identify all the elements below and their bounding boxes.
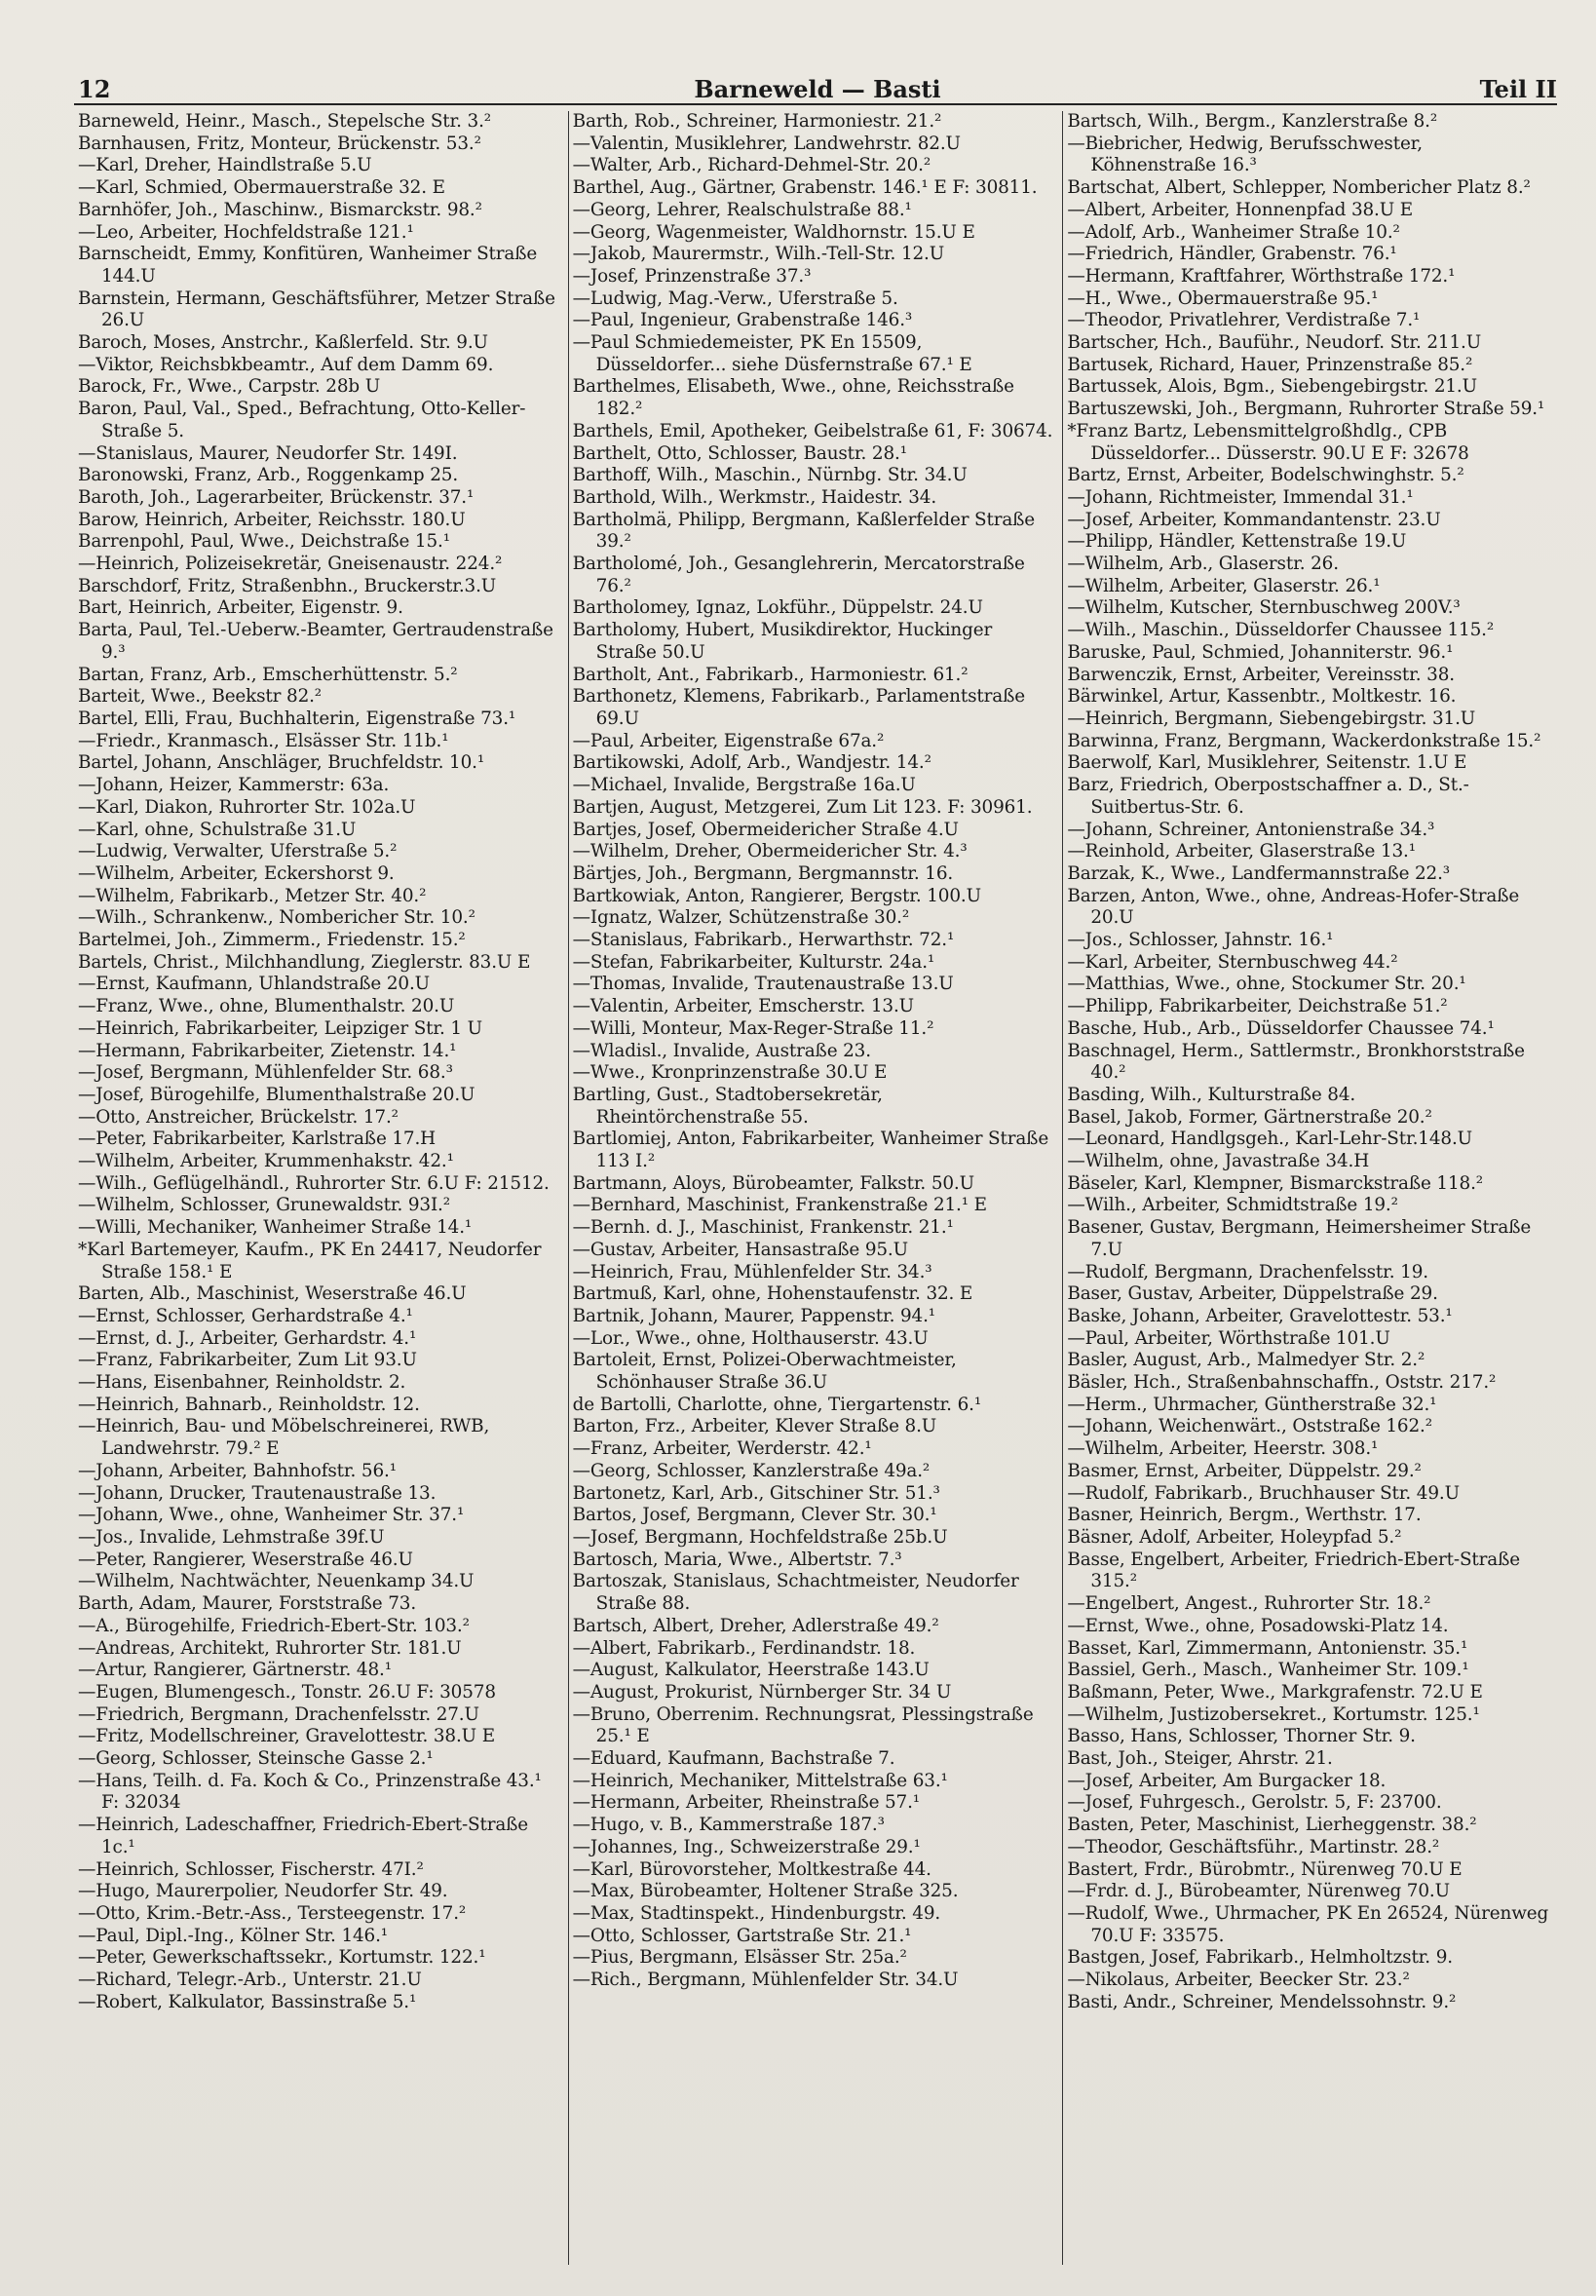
directory-entry: Bartoleit, Ernst, Polizei-Oberwachtmeister, Schönhauser Straße 36.U — [572, 1350, 957, 1394]
directory-entry: —Georg, Schlosser, Kanzlerstraße 49a.² — [572, 1460, 931, 1481]
directory-entry: —Paul, Arbeiter, Wörthstraße 101.U — [1067, 1327, 1390, 1349]
directory-entry: —Johann, Wwe., ohne, Wanheimer Str. 37.¹ — [78, 1505, 465, 1526]
directory-entry: —Friedrich, Händler, Grabenstr. 76.¹ — [1067, 244, 1397, 265]
directory-entry: Bartonetz, Karl, Arb., Gitschiner Str. 51.³ — [572, 1482, 940, 1504]
directory-entry: —Hermann, Kraftfahrer, Wörthstraße 172.¹ — [1067, 265, 1456, 287]
directory-entry: —Rudolf, Fabrikarb., Bruchhauser Str. 49.U — [1067, 1482, 1460, 1504]
directory-entry: —Otto, Schlosser, Gartstraße Str. 21.¹ — [572, 1925, 912, 1946]
directory-entry: Barzak, K., Wwe., Landfermannstraße 22.³ — [1067, 862, 1451, 884]
directory-entry: —Franz, Fabrikarbeiter, Zum Lit 93.U — [78, 1350, 417, 1371]
directory-entry: —Stanislaus, Maurer, Neudorfer Str. 149I. — [78, 442, 458, 464]
directory-entry: Baroch, Moses, Anstrchr., Kaßlerfeld. Str. 9.U — [78, 332, 488, 354]
directory-entry: Baske, Johann, Arbeiter, Gravelottestr. 53.¹ — [1067, 1305, 1453, 1326]
column-3 — [1062, 111, 1557, 2265]
directory-entry: Barth, Adam, Maurer, Forststraße 73. — [78, 1593, 417, 1615]
directory-entry: Bartels, Christ., Milchhandlung, Zieglerstr. 83.U E — [78, 951, 531, 973]
directory-entry: —Leo, Arbeiter, Hochfeldstraße 121.¹ — [78, 221, 414, 243]
directory-entry: —Stefan, Fabrikarbeiter, Kulturstr. 24a.¹ — [572, 951, 935, 973]
directory-entry: —Peter, Rangierer, Weserstraße 46.U — [78, 1549, 413, 1570]
directory-entry: Bartusek, Richard, Hauer, Prinzenstraße 85.² — [1067, 354, 1473, 375]
directory-entry: —Fritz, Modellschreiner, Gravelottestr. 38.U E — [78, 1726, 495, 1747]
directory-entry: —Georg, Schlosser, Steinsche Gasse 2.¹ — [78, 1748, 434, 1770]
directory-entry: —Ernst, d. J., Arbeiter, Gerhardstr. 4.¹ — [78, 1327, 417, 1349]
directory-entry: Barnstein, Hermann, Geschäftsführer, Metzer Straße 26.U — [78, 287, 555, 331]
directory-entry: —Heinrich, Frau, Mühlenfelder Str. 34.³ — [572, 1261, 932, 1282]
column-2 — [568, 111, 1063, 2265]
directory-entry: —Ernst, Kaufmann, Uhlandstraße 20.U — [78, 974, 431, 995]
directory-entry: —Matthias, Wwe., ohne, Stockumer Str. 20.¹ — [1067, 974, 1466, 995]
directory-entry: Bartholomé, Joh., Gesanglehrerin, Mercatorstraße 76.² — [572, 554, 1025, 596]
directory-entry: —H., Wwe., Obermauerstraße 95.¹ — [1067, 287, 1379, 309]
directory-entry: Baerwolf, Karl, Musiklehrer, Seitenstr. 1.U E — [1067, 752, 1467, 774]
directory-entry: Bartos, Josef, Bergmann, Clever Str. 30.¹ — [572, 1505, 937, 1526]
directory-entry: Basel, Jakob, Former, Gärtnerstraße 20.² — [1067, 1106, 1432, 1128]
directory-entry: Barthelt, Otto, Schlosser, Baustr. 28.¹ — [572, 442, 907, 464]
directory-entry: —Peter, Gewerkschaftssekr., Kortumstr. 122.¹ — [78, 1947, 486, 1969]
directory-entry: Baser, Gustav, Arbeiter, Düppelstraße 29. — [1067, 1283, 1438, 1305]
directory-entry: —Wilh., Maschin., Düsseldorfer Chaussee 115.² — [1067, 620, 1495, 641]
directory-entry: —Heinrich, Bergmann, Siebengebirgstr. 31.U — [1067, 708, 1476, 729]
directory-entry: —Albert, Fabrikarb., Ferdinandstr. 18. — [572, 1637, 916, 1659]
directory-entry: —Hugo, v. B., Kammerstraße 187.³ — [572, 1815, 885, 1836]
directory-entry: —Walter, Arb., Richard-Dehmel-Str. 20.² — [572, 155, 931, 176]
directory-entry: —Artur, Rangierer, Gärtnerstr. 48.¹ — [78, 1660, 392, 1681]
directory-entry: Bartsch, Albert, Dreher, Adlerstraße 49.² — [572, 1615, 939, 1636]
directory-entry: —Max, Stadtinspekt., Hindenburgstr. 49. — [572, 1902, 941, 1924]
directory-entry: —Josef, Bergmann, Mühlenfelder Str. 68.³ — [78, 1062, 453, 1084]
directory-entry: —Karl, ohne, Schulstraße 31.U — [78, 819, 357, 840]
directory-entry: Barthelmes, Elisabeth, Wwe., ohne, Reichsstraße 182.² — [572, 376, 1014, 420]
directory-entry: —Wilh., Schrankenw., Nombericher Str. 10.² — [78, 907, 475, 929]
directory-entry: Barow, Heinrich, Arbeiter, Reichsstr. 180.U — [78, 509, 466, 530]
directory-entry: —Heinrich, Bau- und Möbelschreinerei, RWB, Landwehrstr. 79.² E — [78, 1416, 490, 1460]
directory-entry: —Frdr. d. J., Bürobeamter, Nürenweg 70.U — [1067, 1881, 1450, 1902]
directory-entry: Bärtjes, Joh., Bergmann, Bergmannstr. 16. — [572, 862, 954, 884]
directory-entry: —Otto, Krim.-Betr.-Ass., Tersteegenstr. 17.² — [78, 1902, 467, 1924]
directory-entry: —August, Kalkulator, Heerstraße 143.U — [572, 1660, 930, 1681]
directory-entry: Basti, Andr., Schreiner, Mendelssohnstr. 9.² — [1067, 1991, 1457, 2012]
directory-entry: Barth, Rob., Schreiner, Harmoniestr. 21.² — [572, 111, 942, 132]
directory-entry: —Johann, Arbeiter, Bahnhofstr. 56.¹ — [78, 1460, 397, 1481]
directory-entry: Bartussek, Alois, Bgm., Siebengebirgstr. 21.U — [1067, 376, 1477, 398]
directory-entry: Barock, Fr., Wwe., Carpstr. 28b U — [78, 376, 381, 398]
directory-entry: —Paul, Dipl.-Ing., Kölner Str. 146.¹ — [78, 1925, 389, 1946]
directory-entry: —Michael, Invalide, Bergstraße 16a.U — [572, 775, 916, 796]
entry-list-3 — [1067, 111, 1551, 2013]
directory-entry: —Karl, Schmied, Obermauerstraße 32. E — [78, 177, 445, 199]
directory-entry: Bartan, Franz, Arb., Emscherhüttenstr. 5.² — [78, 664, 458, 685]
directory-entry: —Josef, Prinzenstraße 37.³ — [572, 265, 812, 287]
page-header — [78, 68, 1557, 103]
directory-entry: Bartschat, Albert, Schlepper, Nombericher Platz 8.² — [1067, 177, 1531, 199]
directory-entry: Bartel, Elli, Frau, Buchhalterin, Eigenstraße 73.¹ — [78, 708, 516, 729]
directory-entry: Bärwinkel, Artur, Kassenbtr., Moltkestr. 16. — [1067, 686, 1457, 708]
directory-entry: —Franz, Arbeiter, Werderstr. 42.¹ — [572, 1438, 872, 1460]
directory-entry: Bassiel, Gerh., Masch., Wanheimer Str. 109.¹ — [1067, 1660, 1469, 1681]
entry-columns — [74, 111, 1557, 2265]
directory-entry: Baronowski, Franz, Arb., Roggenkamp 25. — [78, 465, 459, 486]
directory-entry: —Johann, Weichenwärt., Oststraße 162.² — [1067, 1416, 1432, 1437]
directory-entry: *Franz Bartz, Lebensmittelgroßhdlg., CPB Düsseldorfer... Düsserstr. 90.U E F: 32678 — [1067, 420, 1469, 464]
directory-entry: —Lor., Wwe., ohne, Holthauserstr. 43.U — [572, 1327, 929, 1349]
directory-entry: Barwenczik, Ernst, Arbeiter, Vereinsstr. 38. — [1067, 664, 1455, 685]
directory-entry: —Josef, Fuhrgesch., Gerolstr. 5, F: 23700. — [1067, 1792, 1442, 1814]
directory-entry: —Theodor, Privatlehrer, Verdistraße 7.¹ — [1067, 310, 1421, 331]
directory-entry: Baßmann, Peter, Wwe., Markgrafenstr. 72.U E — [1067, 1681, 1483, 1703]
directory-entry: —Max, Bürobeamter, Holtener Straße 325. — [572, 1881, 959, 1902]
directory-entry: —Karl, Diakon, Ruhrorter Str. 102a.U — [78, 796, 416, 818]
directory-entry: —Heinrich, Polizeisekretär, Gneisenaustr. 224.² — [78, 554, 503, 575]
directory-entry: —Willi, Monteur, Max-Reger-Straße 11.² — [572, 1017, 934, 1039]
directory-entry: Baroth, Joh., Lagerarbeiter, Brückenstr. 37.¹ — [78, 486, 475, 508]
directory-entry: Barthold, Wilh., Werkmstr., Haidestr. 34. — [572, 486, 937, 508]
directory-entry: —Josef, Bergmann, Hochfeldstraße 25b.U — [572, 1527, 948, 1548]
directory-entry: —Philipp, Fabrikarbeiter, Deichstraße 51.² — [1067, 996, 1448, 1017]
directory-entry: Barschdorf, Fritz, Straßenbhn., Bruckerstr.3.U — [78, 575, 497, 596]
directory-entry: Bartholomey, Ignaz, Lokführ., Düppelstr. 24.U — [572, 597, 983, 619]
directory-entry: —Rich., Bergmann, Mühlenfelder Str. 34.U — [572, 1970, 959, 1991]
directory-entry: —Thomas, Invalide, Trautenaustraße 13.U — [572, 974, 954, 995]
directory-entry: —Josef, Bürogehilfe, Blumenthalstraße 20.U — [78, 1084, 475, 1105]
directory-entry: Bartuszewski, Joh., Bergmann, Ruhrorter Straße 59.¹ — [1067, 399, 1545, 420]
directory-entry: Bartmann, Aloys, Bürobeamter, Falkstr. 50.U — [572, 1172, 974, 1194]
directory-entry: —Wilhelm, Kutscher, Sternbuschweg 200V.³ — [1067, 597, 1461, 619]
directory-entry: Barnhöfer, Joh., Maschinw., Bismarckstr. 98.² — [78, 199, 482, 220]
directory-entry: —Ernst, Schlosser, Gerhardstraße 4.¹ — [78, 1305, 413, 1326]
directory-entry: Basler, August, Arb., Malmedyer Str. 2.² — [1067, 1350, 1425, 1371]
directory-entry: —Andreas, Architekt, Ruhrorter Str. 181.U — [78, 1637, 462, 1659]
directory-entry: —Paul Schmiedemeister, PK En 15509, Düsseldorfer... siehe Düsfernstraße 67.¹ E — [572, 332, 972, 375]
directory-entry: —Ludwig, Mag.-Verw., Uferstraße 5. — [572, 287, 898, 309]
directory-entry: —Leonard, Handlgsgeh., Karl-Lehr-Str.148.U — [1067, 1129, 1473, 1150]
page-title: Barneweld — Basti — [694, 75, 941, 103]
directory-entry: —Albert, Arbeiter, Honnenpfad 38.U E — [1067, 199, 1414, 220]
directory-entry: —Hugo, Maurerpolier, Neudorfer Str. 49. — [78, 1881, 448, 1902]
directory-entry: —Eugen, Blumengesch., Tonstr. 26.U F: 30578 — [78, 1681, 496, 1703]
directory-entry: —Karl, Bürovorsteher, Moltkestraße 44. — [572, 1858, 931, 1880]
directory-entry: —Bruno, Oberrenim. Rechnungsrat, Plessingstraße 25.¹ E — [572, 1703, 1034, 1747]
directory-entry: —Wilhelm, Arbeiter, Krummenhakstr. 42.¹ — [78, 1151, 454, 1172]
directory-entry: *Karl Bartemeyer, Kaufm., PK En 24417, Neudorfer Straße 158.¹ E — [78, 1239, 542, 1282]
directory-entry: —Wilhelm, Fabrikarb., Metzer Str. 40.² — [78, 885, 427, 906]
directory-entry: Bart, Heinrich, Arbeiter, Eigenstr. 9. — [78, 597, 403, 619]
directory-entry: Baschnagel, Herm., Sattlermstr., Bronkhorststraße 40.² — [1067, 1040, 1525, 1084]
directory-entry: —Bernh. d. J., Maschinist, Frankenstr. 21.¹ — [572, 1217, 954, 1239]
directory-entry: —Ignatz, Walzer, Schützenstraße 30.² — [572, 907, 910, 929]
directory-entry: Baron, Paul, Val., Sped., Befrachtung, Otto-Keller-Straße 5. — [78, 399, 526, 441]
directory-entry: de Bartolli, Charlotte, ohne, Tiergartenstr. 6.¹ — [572, 1394, 982, 1415]
directory-entry: Barten, Alb., Maschinist, Weserstraße 46.U — [78, 1283, 467, 1305]
directory-entry: —Wilhelm, Arbeiter, Heerstr. 308.¹ — [1067, 1438, 1379, 1460]
directory-entry: Barteit, Wwe., Beekstr 82.² — [78, 686, 323, 708]
directory-entry: —Nikolaus, Arbeiter, Beecker Str. 23.² — [1067, 1970, 1410, 1991]
directory-entry: —Pius, Bergmann, Elsässer Str. 25a.² — [572, 1947, 907, 1969]
directory-entry: —Wilhelm, ohne, Javastraße 34.H — [1067, 1151, 1370, 1172]
directory-entry: —Wilhelm, Justizobersekret., Kortumstr. 125.¹ — [1067, 1703, 1480, 1725]
directory-entry: Baruske, Paul, Schmied, Johanniterstr. 96.¹ — [1067, 641, 1454, 663]
directory-entry: —Eduard, Kaufmann, Bachstraße 7. — [572, 1748, 895, 1770]
directory-entry: —Jos., Schlosser, Jahnstr. 16.¹ — [1067, 930, 1334, 951]
directory-entry: Bäsler, Hch., Straßenbahnschaffn., Oststr. 217.² — [1067, 1372, 1497, 1394]
directory-entry: —Otto, Anstreicher, Brückelstr. 17.² — [78, 1106, 399, 1128]
directory-entry: Bäseler, Karl, Klempner, Bismarckstraße 118.² — [1067, 1172, 1483, 1194]
directory-entry: Bastgen, Josef, Fabrikarb., Helmholtzstr. 9. — [1067, 1947, 1453, 1969]
header-rule — [74, 103, 1557, 105]
directory-entry: Bartsch, Wilh., Bergm., Kanzlerstraße 8.² — [1067, 111, 1438, 132]
column-1 — [74, 111, 568, 2265]
directory-entry: —Heinrich, Ladeschaffner, Friedrich-Ebert-Straße 1c.¹ — [78, 1815, 529, 1857]
directory-entry: —Ludwig, Verwalter, Uferstraße 5.² — [78, 841, 398, 862]
directory-entry: Bartz, Ernst, Arbeiter, Bodelschwinghstr. 5.² — [1067, 465, 1464, 486]
directory-entry: —Stanislaus, Fabrikarb., Herwarthstr. 72.¹ — [572, 930, 955, 951]
directory-entry: Barnhausen, Fritz, Monteur, Brückenstr. 53.² — [78, 133, 481, 154]
directory-entry: —Hans, Teilh. d. Fa. Koch & Co., Prinzenstraße 43.¹ F: 32034 — [78, 1770, 542, 1814]
directory-entry: —Valentin, Arbeiter, Emscherstr. 13.U — [572, 996, 914, 1017]
directory-entry: —Josef, Arbeiter, Am Burgacker 18. — [1067, 1770, 1387, 1791]
directory-entry: Barthoff, Wilh., Maschin., Nürnbg. Str. 34.U — [572, 465, 968, 486]
directory-entry: —Robert, Kalkulator, Bassinstraße 5.¹ — [78, 1991, 417, 2012]
directory-entry: Basse, Engelbert, Arbeiter, Friedrich-Ebert-Straße 315.² — [1067, 1549, 1520, 1592]
directory-entry: —Heinrich, Schlosser, Fischerstr. 47I.² — [78, 1858, 424, 1880]
directory-entry: —Heinrich, Bahnarb., Reinholdstr. 12. — [78, 1394, 420, 1415]
directory-entry: Bartling, Gust., Stadtobersekretär, Rheintörchenstraße 55. — [572, 1084, 883, 1128]
directory-entry: Barrenpohl, Paul, Wwe., Deichstraße 15.¹ — [78, 531, 450, 553]
directory-entry: Barwinna, Franz, Bergmann, Wackerdonkstraße 15.² — [1067, 730, 1541, 751]
directory-entry: —Wwe., Kronprinzenstraße 30.U E — [572, 1062, 888, 1084]
directory-entry: —Heinrich, Mechaniker, Mittelstraße 63.¹ — [572, 1770, 948, 1791]
directory-entry: Bastert, Frdr., Bürobmtr., Nürenweg 70.U E — [1067, 1858, 1463, 1880]
directory-entry: Bartosch, Maria, Wwe., Albertstr. 7.³ — [572, 1549, 902, 1570]
directory-entry: —Engelbert, Angest., Ruhrorter Str. 18.² — [1067, 1593, 1431, 1615]
directory-entry: —August, Prokurist, Nürnberger Str. 34 U — [572, 1681, 952, 1703]
directory-entry: Barthel, Aug., Gärtner, Grabenstr. 146.¹ E F: 30811. — [572, 177, 1038, 199]
directory-entry: —Rudolf, Wwe., Uhrmacher, PK En 26524, Nürenweg 70.U F: 33575. — [1067, 1902, 1549, 1946]
directory-entry: —Rudolf, Bergmann, Drachenfelsstr. 19. — [1067, 1261, 1428, 1282]
directory-entry: —Hermann, Arbeiter, Rheinstraße 57.¹ — [572, 1792, 921, 1814]
part-label: Teil II — [1479, 75, 1557, 103]
directory-entry: Bartjes, Josef, Obermeidericher Straße 4.U — [572, 819, 959, 840]
directory-entry: Basso, Hans, Schlosser, Thorner Str. 9. — [1067, 1726, 1416, 1747]
directory-entry: —Georg, Wagenmeister, Waldhornstr. 15.U E — [572, 221, 975, 243]
directory-entry: —Philipp, Händler, Kettenstraße 19.U — [1067, 531, 1407, 553]
directory-entry: Bartjen, August, Metzgerei, Zum Lit 123. F: 30961. — [572, 796, 1033, 818]
directory-entry: —Karl, Arbeiter, Sternbuschweg 44.² — [1067, 951, 1398, 973]
directory-entry: —Wilh., Arbeiter, Schmidtstraße 19.² — [1067, 1195, 1398, 1216]
directory-entry: —Friedr., Kranmasch., Elsässer Str. 11b.¹ — [78, 730, 449, 751]
directory-entry: Bast, Joh., Steiger, Ahrstr. 21. — [1067, 1748, 1333, 1770]
directory-entry: Basner, Heinrich, Bergm., Werthstr. 17. — [1067, 1505, 1422, 1526]
directory-entry: —Biebricher, Hedwig, Berufsschwester, Köhnenstraße 16.³ — [1067, 133, 1423, 176]
directory-entry: —Heinrich, Fabrikarbeiter, Leipziger Str. 1 U — [78, 1017, 483, 1039]
directory-entry: Bartnik, Johann, Maurer, Pappenstr. 94.¹ — [572, 1305, 935, 1326]
directory-entry: Bartmuß, Karl, ohne, Hohenstaufenstr. 32. E — [572, 1283, 973, 1305]
directory-entry: —Karl, Dreher, Haindlstraße 5.U — [78, 155, 372, 176]
directory-entry: —Ernst, Wwe., ohne, Posadowski-Platz 14. — [1067, 1615, 1449, 1636]
directory-entry: —Gustav, Arbeiter, Hansastraße 95.U — [572, 1239, 908, 1260]
directory-entry: Basten, Peter, Maschinist, Lierheggenstr. 38.² — [1067, 1815, 1477, 1836]
directory-entry: Barton, Frz., Arbeiter, Klever Straße 8.U — [572, 1416, 937, 1437]
directory-entry: —Wilhelm, Arb., Glaserstr. 26. — [1067, 554, 1339, 575]
entry-list-1 — [78, 111, 562, 2013]
directory-entry: —Hans, Eisenbahner, Reinholdstr. 2. — [78, 1372, 406, 1394]
directory-entry: Bartholt, Ant., Fabrikarb., Harmoniestr. 61.² — [572, 664, 969, 685]
directory-entry: —Johann, Schreiner, Antonienstraße 34.³ — [1067, 819, 1435, 840]
directory-entry: Barthonetz, Klemens, Fabrikarb., Parlamentstraße 69.U — [572, 686, 1025, 729]
directory-entry: —Richard, Telegr.-Arb., Unterstr. 21.U — [78, 1970, 422, 1991]
directory-entry: —Wilhelm, Dreher, Obermeidericher Str. 4.³ — [572, 841, 968, 862]
directory-entry: Barz, Friedrich, Oberpostschaffner a. D., St.-Suitbertus-Str. 6. — [1067, 775, 1469, 818]
directory-entry: —Valentin, Musiklehrer, Landwehrstr. 82.U — [572, 133, 961, 154]
directory-entry: Barnscheidt, Emmy, Konfitüren, Wanheimer Straße 144.U — [78, 244, 538, 287]
directory-entry: —Wilh., Geflügelhändl., Ruhrorter Str. 6.U F: 21512. — [78, 1172, 550, 1194]
directory-entry: —Georg, Lehrer, Realschulstraße 88.¹ — [572, 199, 912, 220]
directory-entry: —Reinhold, Arbeiter, Glaserstraße 13.¹ — [1067, 841, 1416, 862]
directory-entry: Bartholmä, Philipp, Bergmann, Kaßlerfelder Straße 39.² — [572, 509, 1036, 553]
directory-entry: Barthels, Emil, Apotheker, Geibelstraße 61, F: 30674. — [572, 420, 1053, 441]
directory-entry: Barneweld, Heinr., Masch., Stepelsche Str. 3.² — [78, 111, 492, 132]
directory-entry: Basener, Gustav, Bergmann, Heimersheimer Straße 7.U — [1067, 1217, 1532, 1260]
directory-entry: Bartikowski, Adolf, Arb., Wandjestr. 14.² — [572, 752, 931, 774]
directory-entry: —Friedrich, Bergmann, Drachenfelsstr. 27.U — [78, 1703, 479, 1725]
directory-entry: Bartlomiej, Anton, Fabrikarbeiter, Wanheimer Straße 113 I.² — [572, 1129, 1049, 1172]
directory-entry: —Herm., Uhrmacher, Güntherstraße 32.¹ — [1067, 1394, 1437, 1415]
directory-entry: Barta, Paul, Tel.-Ueberw.-Beamter, Gertraudenstraße 9.³ — [78, 620, 553, 663]
directory-entry: —Theodor, Geschäftsführ., Martinstr. 28.² — [1067, 1836, 1440, 1857]
directory-entry: —Willi, Mechaniker, Wanheimer Straße 14.¹ — [78, 1217, 473, 1239]
directory-entry: —Peter, Fabrikarbeiter, Karlstraße 17.H — [78, 1129, 437, 1150]
directory-entry: Bartel, Johann, Anschläger, Bruchfeldstr. 10.¹ — [78, 752, 485, 774]
directory-entry: Bartkowiak, Anton, Rangierer, Bergstr. 100.U — [572, 885, 981, 906]
directory-entry: —Hermann, Fabrikarbeiter, Zietenstr. 14.¹ — [78, 1040, 457, 1061]
directory-entry: —Wilhelm, Arbeiter, Eckershorst 9. — [78, 862, 395, 884]
directory-entry: Basmer, Ernst, Arbeiter, Düppelstr. 29.² — [1067, 1460, 1422, 1481]
directory-entry: —Paul, Arbeiter, Eigenstraße 67a.² — [572, 730, 885, 751]
directory-entry: Barzen, Anton, Wwe., ohne, Andreas-Hofer-Straße 20.U — [1067, 885, 1520, 929]
directory-entry: Bartoszak, Stanislaus, Schachtmeister, Neudorfer Straße 88. — [572, 1571, 1019, 1615]
directory-entry: —Franz, Wwe., ohne, Blumenthalstr. 20.U — [78, 996, 455, 1017]
directory-entry: Basset, Karl, Zimmermann, Antonienstr. 35.¹ — [1067, 1637, 1468, 1659]
directory-entry: —Johann, Richtmeister, Immendal 31.¹ — [1067, 486, 1414, 508]
directory-entry: —Josef, Arbeiter, Kommandantenstr. 23.U — [1067, 509, 1441, 530]
directory-entry: —Johann, Heizer, Kammerstr: 63a. — [78, 775, 390, 796]
directory-entry: —Bernhard, Maschinist, Frankenstraße 21.¹ E — [572, 1195, 987, 1216]
directory-entry: —Johannes, Ing., Schweizerstraße 29.¹ — [572, 1836, 921, 1857]
directory-entry: Bartscher, Hch., Bauführ., Neudorf. Str. 211.U — [1067, 332, 1482, 354]
directory-entry: —Wilhelm, Nachtwächter, Neuenkamp 34.U — [78, 1571, 475, 1592]
directory-entry: —Johann, Drucker, Trautenaustraße 13. — [78, 1482, 437, 1504]
directory-entry: —Jos., Invalide, Lehmstraße 39f.U — [78, 1527, 385, 1548]
directory-entry: —A., Bürogehilfe, Friedrich-Ebert-Str. 103.² — [78, 1615, 470, 1636]
directory-entry: Bartholomy, Hubert, Musikdirektor, Huckinger Straße 50.U — [572, 620, 993, 663]
directory-entry: —Wilhelm, Schlosser, Grunewaldstr. 93I.² — [78, 1195, 450, 1216]
directory-entry: —Wladisl., Invalide, Austraße 23. — [572, 1040, 871, 1061]
directory-entry: —Wilhelm, Arbeiter, Glaserstr. 26.¹ — [1067, 575, 1381, 596]
directory-entry: Bäsner, Adolf, Arbeiter, Holeypfad 5.² — [1067, 1527, 1402, 1548]
entry-list-2 — [573, 111, 1057, 1992]
directory-entry: —Paul, Ingenieur, Grabenstraße 146.³ — [572, 310, 913, 331]
page-number: 12 — [78, 75, 111, 103]
directory-entry: —Jakob, Maurermstr., Wilh.-Tell-Str. 12.U — [572, 244, 945, 265]
directory-entry: —Viktor, Reichsbkbeamtr., Auf dem Damm 69. — [78, 354, 494, 375]
directory-entry: Bartelmei, Joh., Zimmerm., Friedenstr. 15.² — [78, 930, 466, 951]
directory-entry: Basche, Hub., Arb., Düsseldorfer Chaussee 74.¹ — [1067, 1017, 1495, 1039]
directory-entry: Basding, Wilh., Kulturstraße 84. — [1067, 1084, 1356, 1105]
directory-entry: —Adolf, Arb., Wanheimer Straße 10.² — [1067, 221, 1400, 243]
